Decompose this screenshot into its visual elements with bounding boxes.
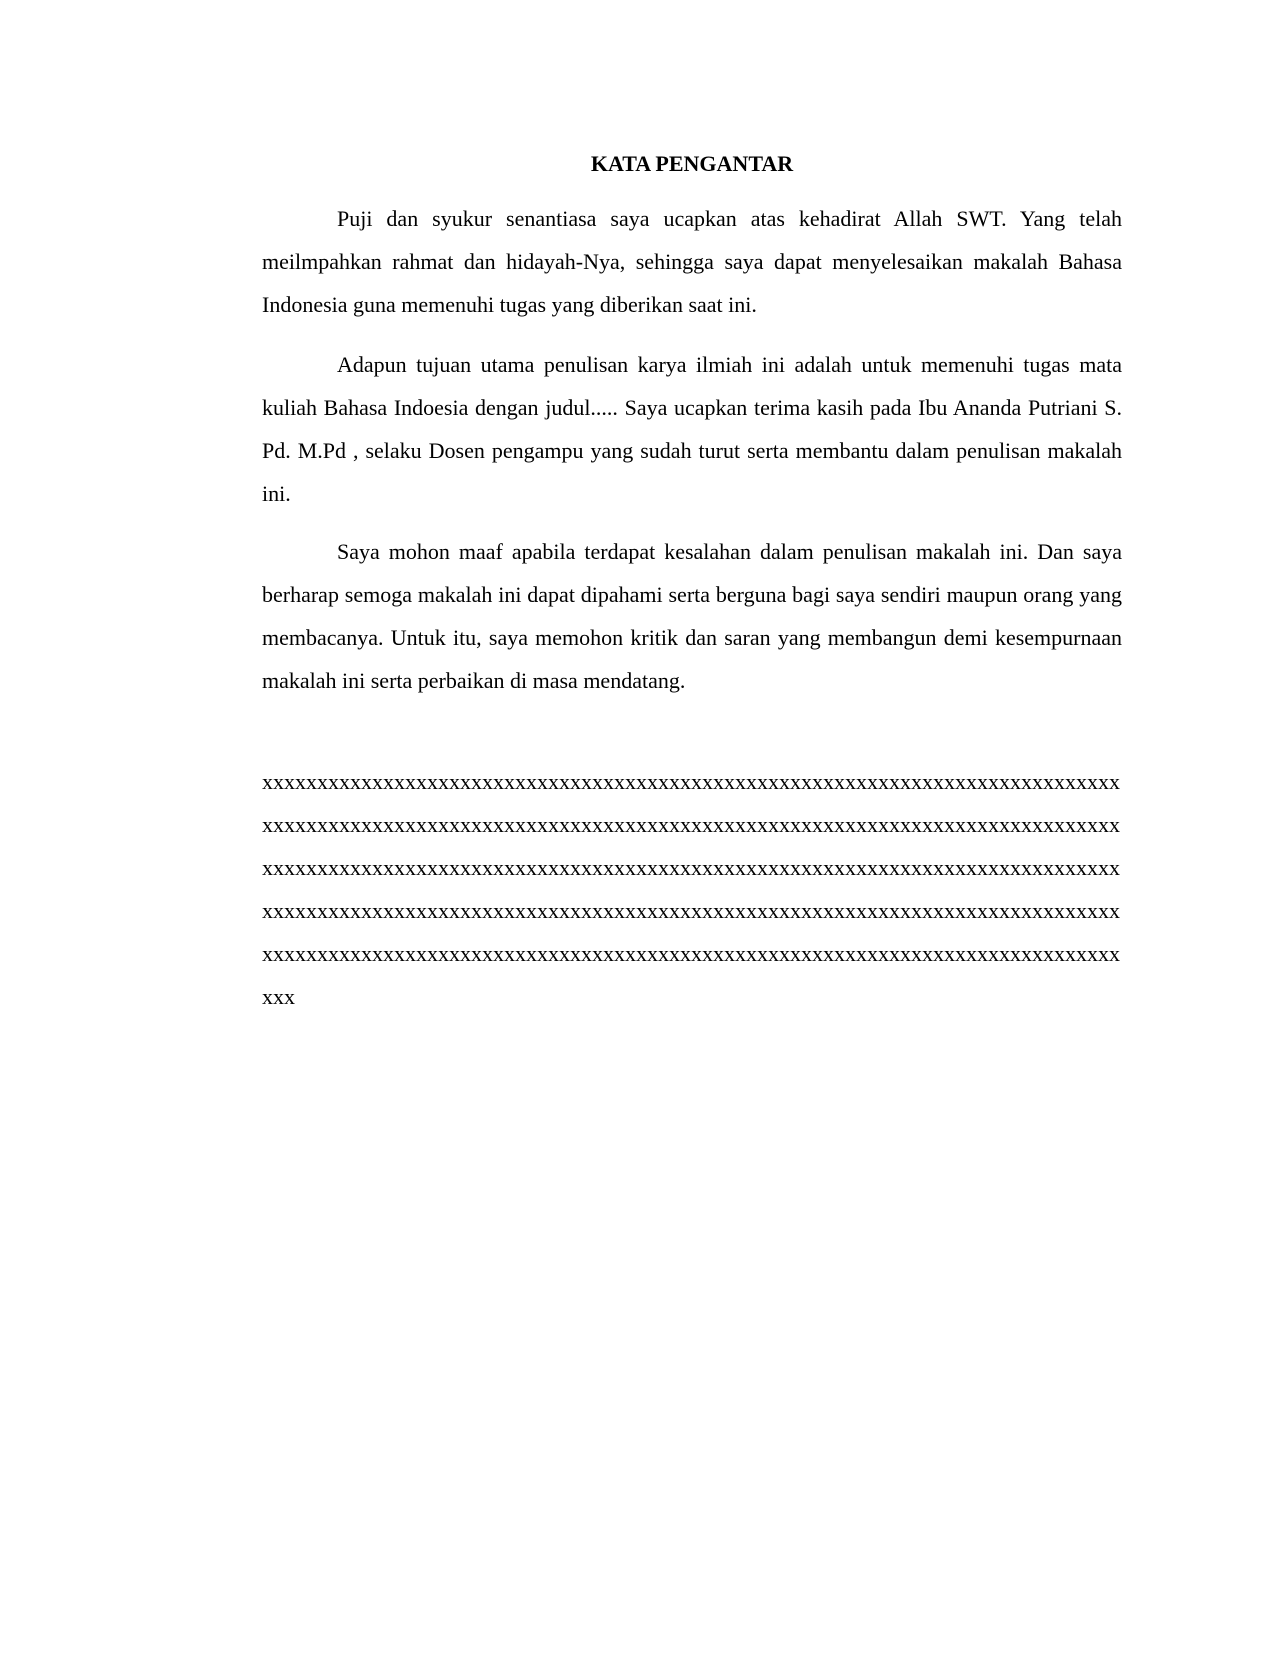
paragraph-closing: Saya mohon maaf apabila terdapat kesalahan dalam penulisan makalah ini. Dan saya berharap semoga makalah ini dapat dipahami serta berguna bagi saya sendiri maupun orang yang membacanya. Untuk itu, saya memohon kritik dan saran yang membangun demi kesempurnaan makalah ini serta perbaikan di masa mendatang.	[262, 539, 1122, 693]
page-title: KATA PENGANTAR	[590, 151, 794, 176]
page-content	[262, 148, 1122, 1018]
placeholder-text: xxxxxxxxxxxxxxxxxxxxxxxxxxxxxxxxxxxxxxxxxxxxxxxxxxxxxxxxxxxxxxxxxxxxxxxxxxxxxxxxxxxxxxxxxxxxxxxxxxxxxxxxxxxxxxxxxxxxxxxxxxxxxxxxxxxxxxxxxxxxxxxxxxxxxxxxxxxxxxxxxxxxxxxxxxxxxxxxxxxxxxxxxxxxxxxxxxxxxxxxxxxxxxxxxxxxxxxxxxxxxxxxxxxxxxxxxxxxxxxxxxxxxxxxxxxxxxxxxxxxxxxxxxxxxxxxxxxxxxxxxxxxxxxxxxxxxxxxxxxxxxxxxxxxxxxxxxxxxxxxxxxxxxxxxxxxxxxxxxxxxxxxxxxxxxxxxxxxxxxxxxxxxxxxxxxxxxxxxxxxxxxxxxxxxxxxx	[262, 769, 1120, 1009]
paragraph-opening: Puji dan syukur senantiasa saya ucapkan atas kehadirat Allah SWT. Yang telah meilmpahkan rahmat dan hidayah-Nya, sehingga saya dapat menyelesaikan makalah Bahasa Indonesia guna memenuhi tugas yang diberikan saat ini.	[262, 206, 1122, 317]
paragraph-purpose: Adapun tujuan utama penulisan karya ilmiah ini adalah untuk memenuhi tugas mata kuliah Bahasa Indoesia dengan judul..... Saya ucapkan terima kasih pada Ibu Ananda Putriani S. Pd. M.Pd , selaku Dosen pengampu yang sudah turut serta membantu dalam penulisan makalah ini.	[262, 352, 1122, 506]
